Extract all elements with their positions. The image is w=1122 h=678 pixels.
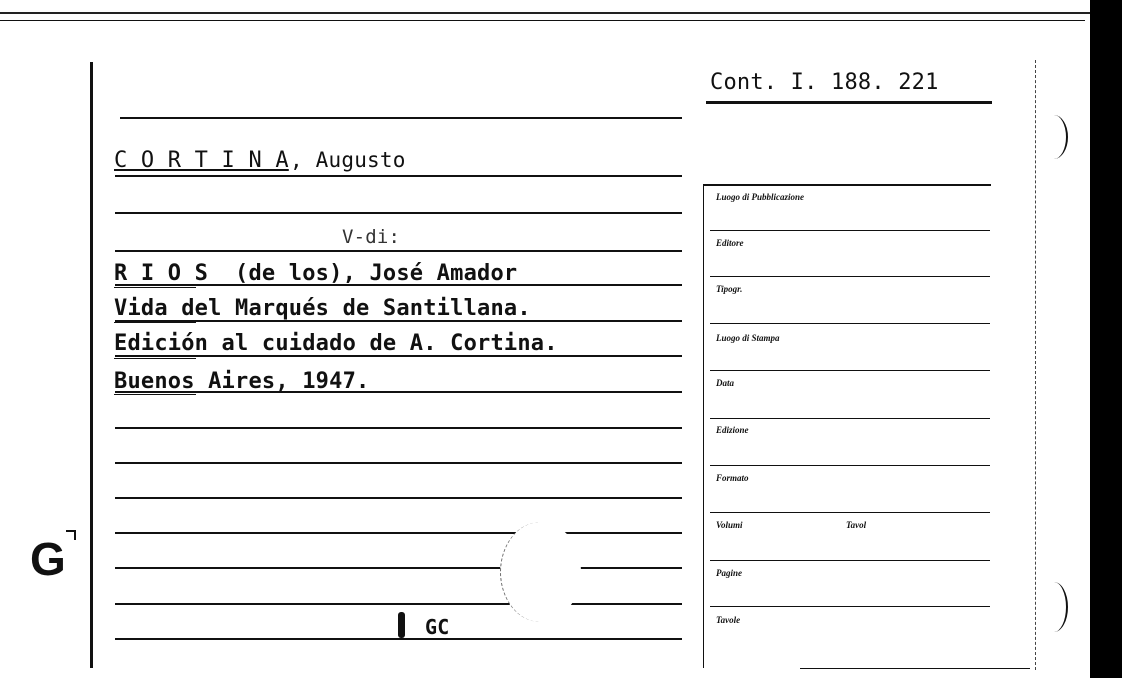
corner-mark — [66, 530, 76, 540]
field-rule — [710, 230, 990, 231]
call-number: Cont. I. 188. 221 — [710, 70, 939, 95]
entry-underline — [114, 358, 196, 359]
entry-underline — [114, 287, 196, 288]
field-edizione: Edizione — [716, 425, 749, 435]
field-rule — [710, 465, 990, 466]
field-rule — [710, 606, 990, 607]
field-rule — [710, 512, 990, 513]
field-tipografia: Tipogr. — [716, 284, 743, 294]
entry-line-1: R I O S (de los), José Amador — [114, 261, 518, 286]
right-scan-border — [1090, 0, 1122, 678]
rule-line — [115, 462, 682, 464]
top-scan-edge-2 — [0, 20, 1085, 21]
rule-line — [115, 497, 682, 499]
rule-line — [115, 638, 682, 640]
field-volumi: Volumi — [716, 520, 743, 530]
field-formato: Formato — [716, 473, 749, 483]
rule-line — [115, 567, 682, 569]
rule-line — [115, 175, 682, 177]
call-number-underline — [706, 101, 992, 104]
field-rule — [710, 418, 990, 419]
author-given-name: , Augusto — [290, 148, 406, 172]
rule-line — [115, 250, 682, 252]
field-rule — [710, 323, 990, 324]
rule-line — [115, 427, 682, 429]
entry-line-2: Vida del Marqués de Santillana. — [114, 296, 531, 321]
entry-line-4: Buenos Aires, 1947. — [114, 369, 370, 394]
field-editore: Editore — [716, 238, 744, 248]
bracket-mark-top — [1040, 115, 1068, 159]
field-luogo-stampa: Luogo di Stampa — [716, 333, 780, 343]
top-scan-edge — [0, 6, 1090, 14]
field-tavole: Tavole — [716, 615, 741, 625]
rule-line — [115, 603, 682, 605]
see-reference-label: V-di: — [342, 226, 401, 248]
field-tavole-inline: Tavol — [846, 520, 867, 530]
field-rule — [710, 276, 990, 277]
field-rule — [710, 560, 990, 561]
author-surname: C O R T I N A — [114, 148, 289, 173]
field-luogo-pubblicazione: Luogo di Pubblicazione — [716, 192, 805, 202]
corner-letter: G — [30, 533, 66, 585]
entry-underline — [114, 322, 196, 323]
entry-underline — [114, 394, 196, 395]
field-data: Data — [716, 378, 734, 388]
left-margin-line — [90, 62, 93, 668]
bottom-stamp-mark — [398, 612, 405, 638]
rule-line — [115, 212, 682, 214]
card-right-edge — [1035, 60, 1036, 670]
field-box-top — [703, 184, 991, 186]
field-rule — [710, 370, 990, 371]
punch-hole — [500, 522, 581, 622]
field-rule — [800, 668, 1030, 669]
rule-line — [115, 532, 682, 534]
bottom-stamp: GC — [425, 615, 450, 639]
rule-line — [120, 117, 682, 119]
entry-line-3: Edición al cuidado de A. Cortina. — [114, 331, 558, 356]
field-pagine: Pagine — [716, 568, 742, 578]
bracket-mark-bottom — [1040, 582, 1068, 632]
